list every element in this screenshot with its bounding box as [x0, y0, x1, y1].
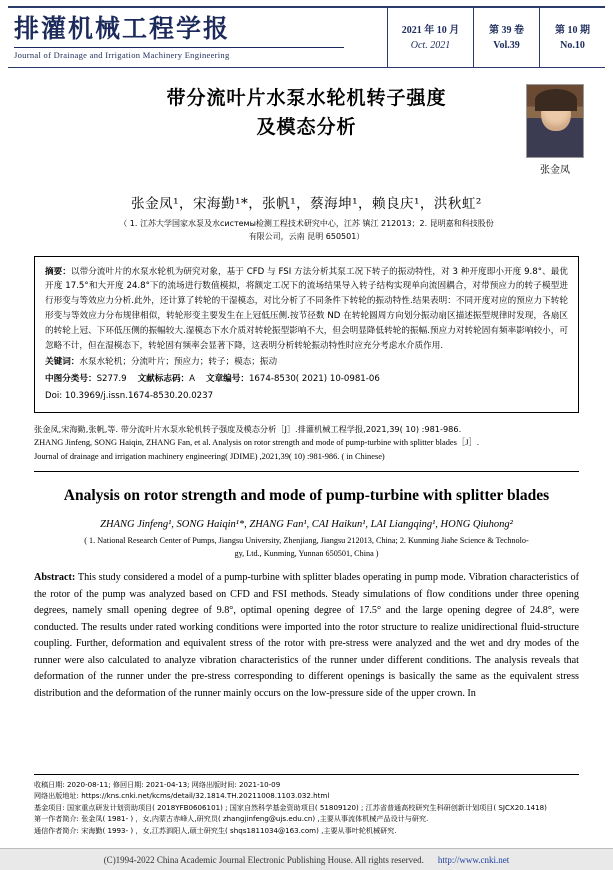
author-portrait-image	[526, 84, 584, 158]
abstract-cn-text	[45, 265, 568, 354]
volume-en: Vol.39	[493, 39, 520, 51]
author-photo-block	[523, 84, 587, 176]
title-block	[26, 84, 587, 176]
journal-title-cn: 排灌机械工程学报	[14, 14, 231, 44]
issue-en: No.10	[560, 39, 585, 51]
volume-box	[473, 8, 539, 67]
affiliation-en	[0, 535, 613, 560]
abstract-cn-frame	[34, 256, 579, 413]
journal-title-en: Journal of Drainage and Irrigation Machinery Engineering	[14, 47, 344, 60]
keywords-cn-row	[45, 355, 568, 370]
affiliation-cn	[0, 218, 613, 244]
clc-value: S277.9	[96, 374, 127, 385]
clc-label: 中图分类号：	[45, 374, 97, 385]
page-title-cn-line1: 带分流叶片水泵水轮机转子强度	[166, 87, 447, 109]
footnote-online-publication-text: 网络出版地址: https://kns.cnki.net/kcms/detail/32.1814.TH.20211008.1103.032.html	[34, 791, 330, 801]
classification-row	[45, 372, 568, 387]
abstract-en	[34, 570, 579, 702]
affiliation-en-line1: ( 1. National Research Center of Pumps, Jiangsu University, Zhenjiang, Jiangsu 212013, China; 2. Kunming Jiahe Science & Technolo-	[84, 535, 529, 545]
citation-en-line2: Journal of drainage and irrigation machinery engineering( JDIME) ,2021,39( 10) :981-986. ( in Chinese)	[34, 452, 385, 462]
footnote-online-publication	[34, 790, 579, 801]
masthead	[8, 6, 605, 68]
cnki-footer-bar	[0, 848, 613, 870]
page-title-cn-line2: 及模态分析	[256, 115, 357, 138]
keywords-label: 关键词：	[45, 357, 80, 368]
article-id-label: 文章编号：	[205, 374, 249, 385]
volume-cn: 第 39 卷	[489, 24, 524, 36]
affiliation-en-line2: gy, Ltd., Kunming, Yunnan 650501, China )	[234, 548, 379, 558]
copyright-text: (C)1994-2022 China Academic Journal Electronic Publishing House. All rights reserved.	[103, 854, 424, 865]
masthead-journal	[8, 8, 387, 67]
affiliation-cn-line1: （ 1. 江苏大学国家水泵及水системы检测工程技术研究中心，江苏 镇江 212013；2. 昆明嘉和科技股份	[119, 219, 494, 228]
issue-date-cn: 2021 年 10 月	[401, 24, 460, 36]
affiliation-cn-line2: 有限公司，云南 昆明 650501）	[248, 231, 365, 241]
issue-cn: 第 10 期	[555, 24, 590, 36]
footnote-first-author: 第一作者简介: 张金凤( 1981- ) ，女,内蒙古赤峰人,研究员( zhangjinfeng@ujs.edu.cn) ,主要从事流体机械产品设计与研究.	[34, 814, 429, 824]
citation-block	[34, 423, 579, 472]
doc-code-value: A	[189, 374, 196, 385]
citation-en-line1: ZHANG Jinfeng, SONG Haiqin, ZHANG Fan, et al. Analysis on rotor strength and mode of pump-turbine with splitter blades［J］.	[34, 438, 479, 448]
doi-row: Doi: 10.3969/j.issn.1674-8530.20.0237	[45, 390, 214, 401]
footnote-funding: 基金项目: 国家重点研发计划资助项目( 2018YFB0606101) ; 国家自然科学基金资助项目( 51809120) ; 江苏省普通高校研究生科研创新计划项目( SJCX20.1418)	[34, 802, 547, 812]
abstract-cn-label: 摘要：	[45, 266, 71, 277]
issue-box	[539, 8, 605, 67]
citation-cn: 张金凤,宋海勤,张帆,等. 带分流叶片水泵水轮机转子强度及模态分析［J］.排灌机械工程学报,2021,39( 10) :981-986.	[34, 423, 462, 434]
abstract-cn-body: 以带分流叶片的水泵水轮机为研究对象，基于 CFD 与 FSI 方法分析其泵工况下转子的振动特性，对 3 种开度即小开度 9.8°、最优开度 17.5°和大开度 24.8°下的流场进行数值模拟，将额定工况下的流场结果导入转子结构实现单向流固耦合，对带预应力的转子模型进行形变与等效应力分析.此外，还计算了转轮的干湿模态，对比分析了不同条件下转轮的振动特性.结果表明：不同开度对应的预应力下转轮形变与等效应力分布规律相似，转轮形变主要发生在上冠低压侧.按节径数 ND 在转轮圆周方向划分振动扇区描述振型规律时发现，各扇区的转轮上冠、下环低压侧的振幅较大.湿模态下水介质对转轮振型影响不大，但会明显降低转轮的振幅.预应力对转轮固有频率影响较小，可忽略不计，但在湿模态下，转轮固有频率会显著下降，这表明分析转轮振动特性时应充分考虑水介质作用.	[45, 266, 568, 351]
keywords-cn: 水泵水轮机；分流叶片；预应力；转子；模态；振动	[79, 357, 278, 368]
authors-en: ZHANG Jinfeng¹, SONG Haiqin¹*, ZHANG Fan¹, CAI Haikun¹, LAI Liangqing¹, HONG Qiuhong²	[100, 518, 513, 530]
authors-cn: 张金凤¹，宋海勤¹*，张帆¹，蔡海坤¹，赖良庆¹，洪秋虹²	[131, 196, 482, 212]
footnotes	[34, 774, 579, 836]
doc-code-label: 文献标志码：	[137, 374, 190, 385]
issue-date-en: Oct. 2021	[410, 39, 451, 51]
page-title-cn	[26, 84, 587, 141]
footnote-dates: 收稿日期: 2020-08-11; 修回日期: 2021-04-13; 网络出版时间: 2021-10-09	[34, 779, 281, 789]
abstract-en-body: This study considered a model of a pump-turbine with splitter blades operating in pump mode. Vibration characteristics of the rotor of the pump was analyzed based on CFD and FSI methods. Steady simulations of flow conditions under three opening degrees, namely small opening degree of 9.8°, optimal opening degree of 17.5° and the large opening degree of 24.8°, were conducted. The results under rated working conditions were imported into the rotor structure to realize unidirectional fluid-structure coupling. Further, deformation and equivalent stress of the rotor with pre-stress were analyzed and the wet and dry modes of the runner were also calculated to analyze vibration characteristics of the runner under different conditions. The analysis reveals that deformation of the runner under the pre-stress corresponding to different openings is basically the same as the equivalent stress distribution and the deformation of the runner mainly occurs on the low-pressure side of the upper crown. In	[34, 572, 579, 699]
masthead-issue-info	[387, 8, 605, 67]
issue-date	[387, 8, 473, 67]
abstract-en-label: Abstract:	[34, 572, 76, 584]
footnote-corresponding-author: 通信作者简介: 宋海勤( 1993- ) ，女,江苏泗阳人,硕士研究生( shqs1811034@163.com) ,主要从事叶轮机械研究.	[34, 825, 397, 835]
author-portrait-caption: 张金凤	[540, 165, 570, 176]
article-id-value: 1674-8530( 2021) 10-0981-06	[248, 374, 380, 385]
cnki-url-link[interactable]: http://www.cnki.net	[437, 854, 510, 865]
page-title-en: Analysis on rotor strength and mode of pump-turbine with splitter blades	[63, 486, 550, 504]
